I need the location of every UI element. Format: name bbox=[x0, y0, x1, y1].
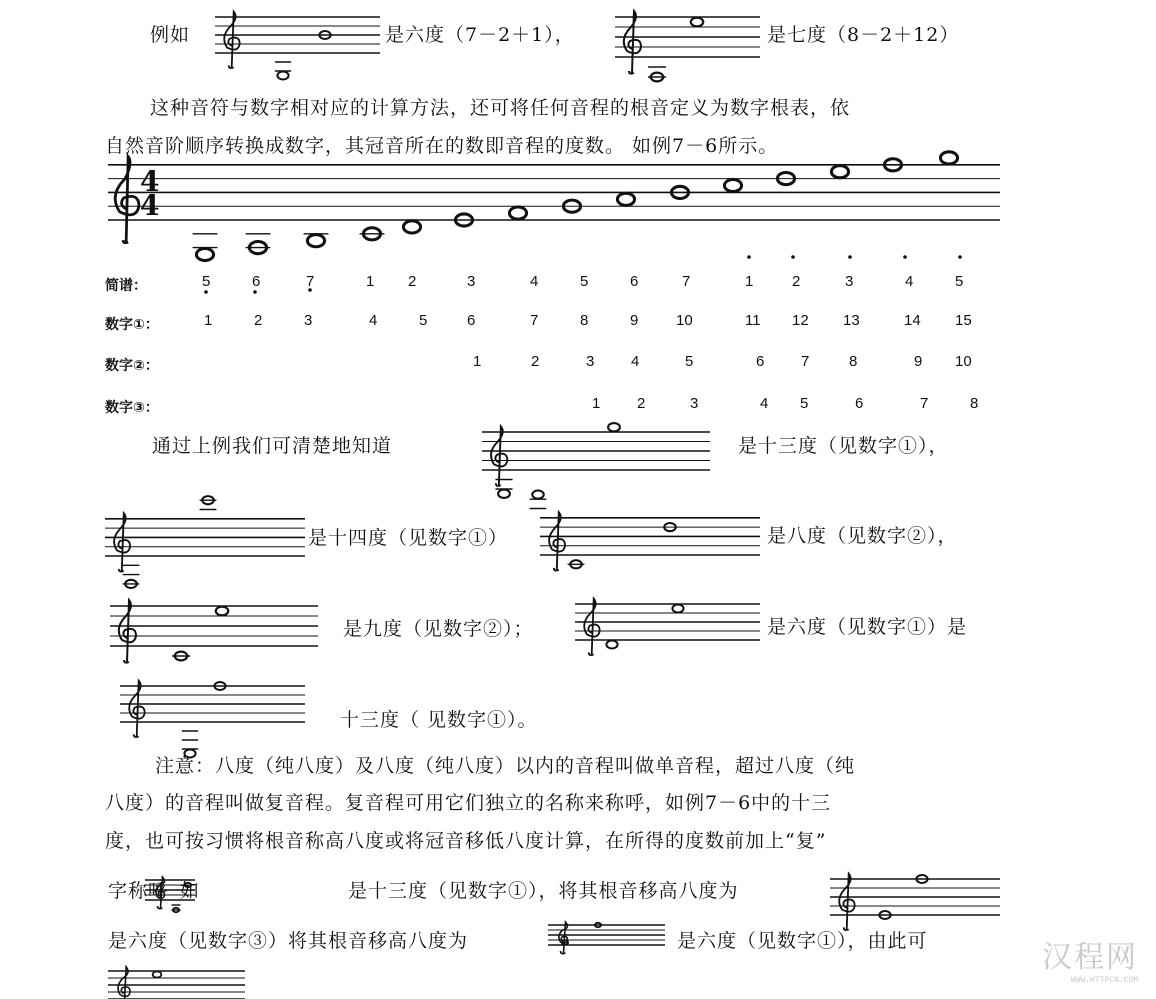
row-value: 6 bbox=[252, 273, 261, 290]
whole-note bbox=[509, 207, 526, 219]
whole-note bbox=[608, 423, 620, 431]
text-example-intro: 例如 bbox=[150, 24, 191, 46]
watermark-logo: 汉程网 WWW.HTTPCN.COM bbox=[1042, 940, 1138, 985]
row-value: 3 bbox=[586, 353, 595, 370]
whole-note bbox=[672, 605, 683, 613]
row-value: 7 bbox=[920, 395, 929, 412]
text: 是六度（见数字①），由此可 bbox=[677, 930, 928, 952]
row-value: 1 bbox=[473, 353, 482, 370]
row-value: 4 bbox=[760, 395, 769, 412]
row-value: 2 bbox=[792, 273, 801, 290]
row-value: 6 bbox=[630, 273, 639, 290]
whole-note bbox=[403, 221, 420, 233]
row-value: 5 bbox=[419, 312, 428, 329]
whole-note bbox=[532, 490, 544, 498]
row-value: 1 bbox=[592, 395, 601, 412]
row-value: 5 bbox=[580, 273, 589, 290]
text: 字称呼 bbox=[108, 880, 169, 902]
text: 通过上例我们可清楚地知道 bbox=[152, 435, 393, 457]
row-value: 2 bbox=[531, 353, 540, 370]
text-seventh: 是七度（8－2＋12） bbox=[767, 24, 960, 46]
whole-note bbox=[940, 152, 957, 164]
treble-clef-icon bbox=[491, 426, 507, 486]
row-value: 3 bbox=[304, 312, 313, 329]
octave-dot-below bbox=[253, 290, 257, 294]
row-value: 3 bbox=[690, 395, 699, 412]
whole-note bbox=[498, 490, 510, 498]
row-value: 8 bbox=[580, 312, 589, 329]
row-value: 1 bbox=[204, 312, 213, 329]
octave-dot-above bbox=[791, 255, 795, 259]
row-value: 3 bbox=[467, 273, 476, 290]
row-label: 数字①： bbox=[105, 317, 159, 333]
row-value: 4 bbox=[905, 273, 914, 290]
row-value: 14 bbox=[904, 312, 921, 329]
row-value: 2 bbox=[254, 312, 263, 329]
row-value: 3 bbox=[845, 273, 854, 290]
octave-dot-above bbox=[848, 255, 852, 259]
row-value: 7 bbox=[682, 273, 691, 290]
row-label: 简谱： bbox=[105, 278, 147, 294]
row-value: 12 bbox=[792, 312, 809, 329]
row-value: 10 bbox=[676, 312, 693, 329]
row-value: 7 bbox=[801, 353, 810, 370]
octave-dot-below bbox=[204, 290, 208, 294]
text: 是九度（见数字②）； bbox=[343, 618, 534, 640]
row-value: 4 bbox=[631, 353, 640, 370]
paragraph-line: 八度）的音程叫做复音程。复音程可用它们独立的名称来称呼，如例7－6中的十三 bbox=[105, 792, 832, 814]
treble-clef-icon bbox=[624, 11, 641, 74]
time-signature: 4 4 bbox=[140, 165, 160, 222]
whole-note bbox=[307, 235, 324, 247]
row-value: 2 bbox=[408, 273, 417, 290]
row-value: 10 bbox=[955, 353, 972, 370]
row-value: 7 bbox=[306, 273, 315, 290]
row-value: 1 bbox=[745, 273, 754, 290]
row-label: 数字②： bbox=[105, 358, 159, 374]
row-label: 数字③： bbox=[105, 400, 159, 416]
paragraph-line: 这种音符与数字相对应的计算方法，还可将任何音程的根音定义为数字根表，依 bbox=[150, 97, 851, 119]
paragraph-line: 度，也可按习惯将根音称高八度或将冠音移低八度计算，在所得的度数前加上“复” bbox=[105, 830, 827, 852]
row-value: 8 bbox=[970, 395, 979, 412]
whole-note bbox=[724, 179, 741, 191]
row-value: 1 bbox=[366, 273, 375, 290]
paragraph-line: 注意：八度（纯八度）及八度（纯八度）以内的音程叫做单音程，超过八度（纯 bbox=[155, 755, 856, 777]
row-value: 9 bbox=[630, 312, 639, 329]
treble-clef-icon bbox=[224, 12, 239, 68]
treble-clef-icon bbox=[115, 157, 139, 243]
text-sixth: 是六度（7－2＋1）， bbox=[385, 24, 575, 46]
row-value: 5 bbox=[202, 273, 211, 290]
row-value: 5 bbox=[955, 273, 964, 290]
text: 十三度（ 见数字①）。 bbox=[340, 709, 538, 731]
text: 是十三度（见数字①）， bbox=[738, 435, 949, 457]
whole-note bbox=[196, 248, 213, 260]
paragraph-line: 自然音阶顺序转换成数字，其冠音所在的数即音程的度数。 如例7－6所示。 bbox=[105, 135, 779, 157]
whole-note bbox=[691, 18, 703, 27]
row-value: 6 bbox=[855, 395, 864, 412]
treble-clef-icon bbox=[119, 600, 136, 663]
row-value: 7 bbox=[530, 312, 539, 329]
text: 是六度（见数字①）是 bbox=[767, 616, 968, 638]
row-value: 15 bbox=[955, 312, 972, 329]
treble-clef-icon bbox=[129, 681, 144, 737]
row-value: 4 bbox=[530, 273, 539, 290]
row-value: 9 bbox=[914, 353, 923, 370]
row-value: 6 bbox=[756, 353, 765, 370]
treble-clef-icon bbox=[839, 874, 854, 930]
row-value: 5 bbox=[685, 353, 694, 370]
whole-note bbox=[277, 72, 288, 80]
row-value: 5 bbox=[800, 395, 809, 412]
text: 如 bbox=[180, 880, 201, 902]
whole-note bbox=[831, 166, 848, 178]
octave-dot-above bbox=[958, 255, 962, 259]
treble-clef-icon bbox=[559, 922, 568, 954]
whole-note bbox=[216, 607, 228, 616]
row-value: 2 bbox=[637, 395, 646, 412]
octave-dot-above bbox=[747, 255, 751, 259]
treble-clef-icon bbox=[549, 512, 565, 570]
row-value: 11 bbox=[745, 312, 761, 329]
row-value: 13 bbox=[843, 312, 860, 329]
row-value: 6 bbox=[467, 312, 476, 329]
whole-note bbox=[617, 193, 634, 205]
text: 是十三度（见数字①），将其根音移高八度为 bbox=[348, 880, 739, 902]
treble-clef-icon bbox=[114, 513, 130, 571]
treble-clef-icon bbox=[584, 599, 599, 655]
text: 是六度（见数字③）将其根音移高八度为 bbox=[108, 930, 469, 952]
row-value: 8 bbox=[849, 353, 858, 370]
text: 是十四度（见数字①） bbox=[308, 527, 509, 549]
row-value: 4 bbox=[369, 312, 378, 329]
octave-dot-above bbox=[903, 255, 907, 259]
whole-note bbox=[606, 641, 617, 649]
whole-note bbox=[153, 971, 162, 977]
text: 是八度（见数字②）， bbox=[767, 525, 958, 547]
